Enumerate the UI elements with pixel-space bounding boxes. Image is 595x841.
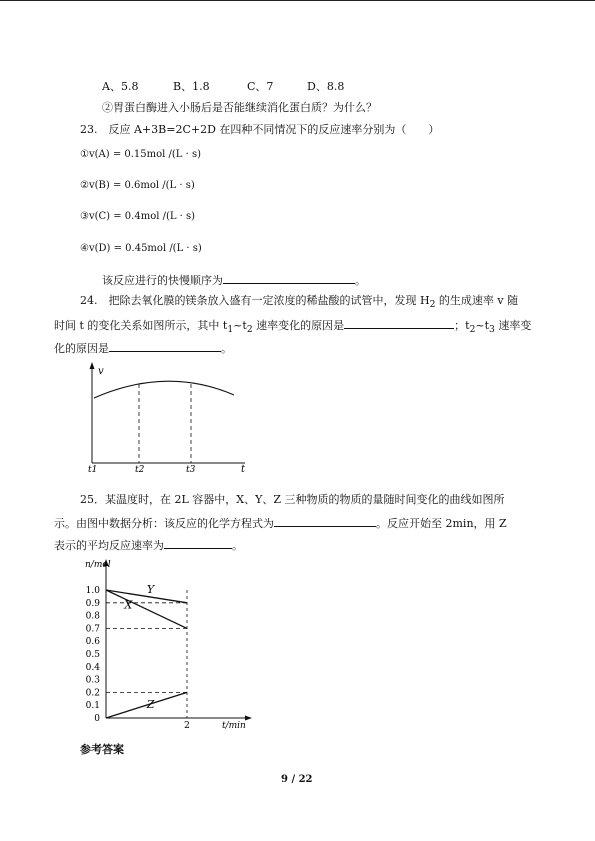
q25-line-3	[54, 537, 243, 553]
q25-line-3-b: 。	[232, 539, 243, 552]
y-tick-label: 0	[94, 714, 100, 724]
y-tick-label: 0.5	[85, 650, 100, 660]
q24-line-2	[54, 317, 531, 337]
q24-line-1-text: 24. 把除去氧化膜的镁条放入盛有一定浓度的稀盐酸的试管中，发现 H	[80, 294, 430, 307]
t2b-subscript: 2	[469, 324, 476, 336]
option-d: D、8.8	[307, 80, 345, 93]
q24-line-3-b: 。	[221, 342, 232, 355]
t2-subscript: 2	[246, 324, 253, 336]
option-b: B、1.8	[173, 80, 210, 93]
q24-line-3-a: 化的原因是	[54, 342, 109, 355]
series-label-z: Z	[146, 698, 155, 712]
q25-line-1: 25．某温度时，在 2L 容器中，X、Y、Z 三种物质的物质的量随时间变化的曲线如图所	[80, 493, 505, 506]
y-tick-label: 0.1	[85, 701, 100, 712]
t1-subscript: 1	[227, 324, 234, 336]
q24-line-2-e: ~t	[475, 319, 490, 332]
q25-line-2-b: 。反应开始至 2min，用 Z	[376, 517, 507, 530]
q24-line-1	[80, 294, 518, 312]
rate-time-figure	[82, 360, 257, 475]
q24-line-2-b: ~t	[233, 319, 247, 332]
fig1-t1-label: t1	[88, 465, 98, 475]
option-a: A、5.8	[102, 80, 139, 93]
fig1-t-label: t	[241, 464, 246, 475]
y-tick-label: 0.6	[85, 637, 100, 648]
y-tick-label: 0.2	[85, 688, 100, 699]
h2-subscript: 2	[429, 299, 436, 311]
fig1-t2-label: t2	[135, 465, 145, 475]
t3-subscript: 3	[489, 324, 495, 336]
q25-line-2	[54, 515, 507, 531]
q25-blank-2[interactable]	[164, 537, 232, 549]
y-tick-label: 0.4	[85, 662, 100, 673]
option-c: C、7	[247, 80, 274, 93]
q24-blank-2[interactable]	[109, 340, 221, 352]
q24-line-2-f: 速率变	[494, 319, 532, 332]
q23-order-prefix: 该反应进行的快慢顺序为	[102, 274, 223, 287]
amount-time-chart	[80, 555, 260, 730]
series-label-y: Y	[146, 583, 155, 597]
q23-rate-1: ①v(A) = 0.15mol /(L · s)	[80, 149, 202, 160]
page-top-rule	[0, 0, 595, 1]
q24-line-3	[54, 340, 232, 356]
q23-answer-blank[interactable]	[223, 272, 355, 284]
q25-line-2-a: 示。由图中数据分析：该反应的化学方程式为	[54, 517, 274, 530]
q24-line-2-d: ；t	[454, 319, 470, 332]
q25-blank-1[interactable]	[274, 515, 376, 527]
q24-line-1-end: 的生成速率 v 随	[435, 294, 519, 307]
series-label-x: X	[124, 598, 133, 612]
fig1-y-label: v	[98, 366, 104, 377]
fig2-y-label: n/mol	[85, 560, 111, 570]
q24-blank-1[interactable]	[344, 317, 454, 329]
y-tick-label: 0.3	[85, 675, 100, 686]
fig2-x-label: t/min	[222, 721, 246, 730]
rate-curve	[94, 381, 234, 398]
q23-stem: 23. 反应 A+3B=2C+2D 在四种不同情况下的反应速率分别为（ ）	[80, 123, 440, 136]
page-number: 9 / 22	[281, 774, 313, 785]
q24-line-2-c: 速率变化的原因是	[252, 319, 345, 332]
q23-rate-3: ③v(C) = 0.4mol /(L · s)	[80, 211, 196, 222]
fig1-y-arrow	[90, 362, 95, 369]
x-tick-label: 2	[184, 721, 190, 730]
q23-rate-4: ④v(D) = 0.45mol /(L · s)	[80, 243, 202, 254]
fig2-x-arrow	[245, 716, 252, 721]
fig1-t3-label: t3	[186, 465, 196, 475]
q23-order-suffix: 。	[355, 274, 366, 287]
answer-heading: 参考答案	[80, 743, 124, 756]
q23-order-line	[102, 272, 366, 288]
y-tick-label: 1.0	[85, 586, 100, 596]
y-tick-label: 0.9	[85, 598, 100, 609]
q22-subquestion-2: ②胃蛋白酶进入小肠后是否能继续消化蛋白质？为什么？	[102, 101, 377, 114]
q23-rate-2: ②v(B) = 0.6mol /(L · s)	[80, 180, 195, 191]
q24-line-2-a: 时间 t 的变化关系如图所示，其中 t	[54, 319, 228, 332]
q25-line-3-a: 表示的平均反应速率为	[54, 539, 164, 552]
y-tick-label: 0.8	[85, 611, 100, 622]
y-tick-label: 0.7	[85, 624, 100, 635]
